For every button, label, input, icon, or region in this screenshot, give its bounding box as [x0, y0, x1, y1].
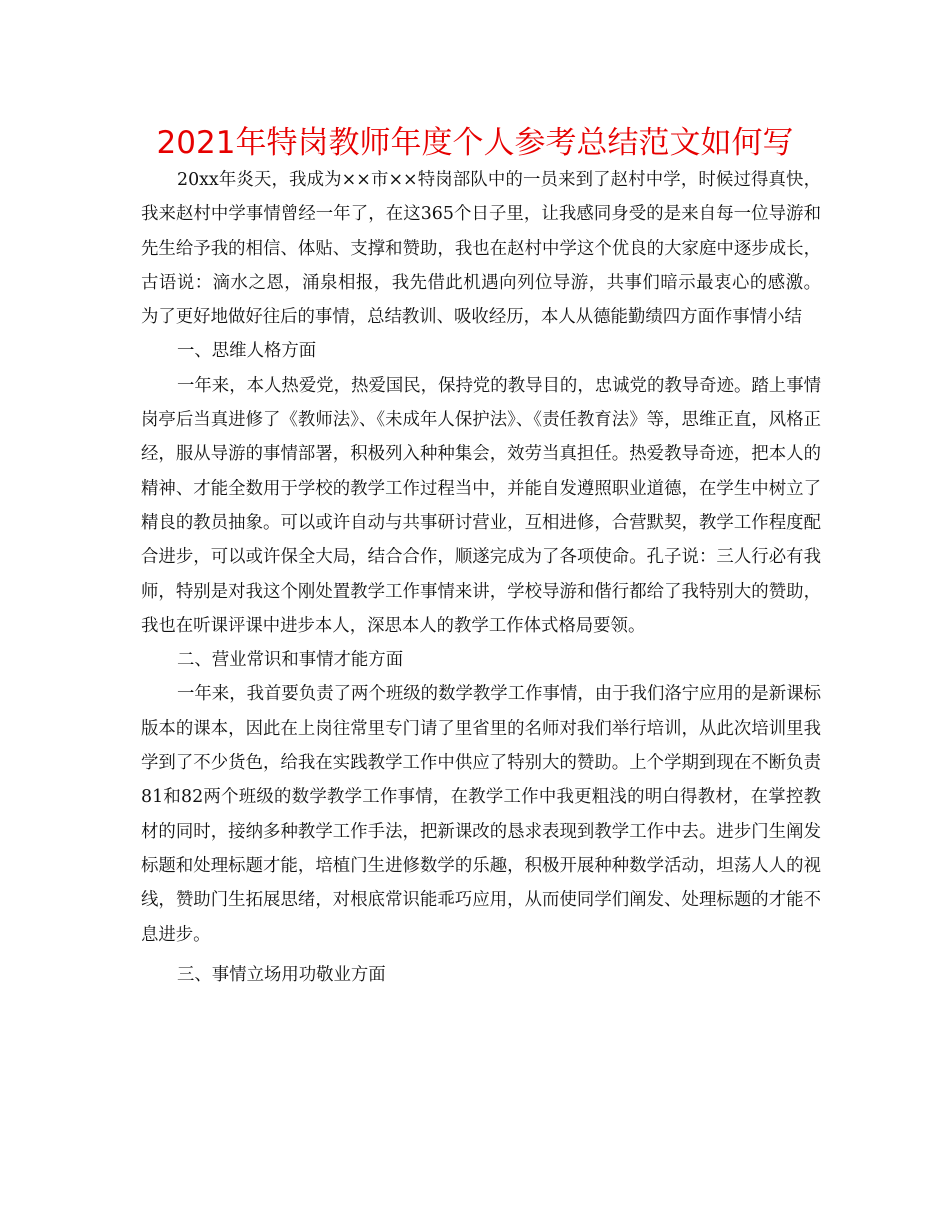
- section-heading-professional-skills: 二、营业常识和事情才能方面: [177, 650, 404, 671]
- document-title: 2021年特岗教师年度个人参考总结范文如何写: [156, 125, 794, 161]
- section-heading-ideology: 一、思维人格方面: [177, 341, 317, 362]
- document-body: [141, 163, 821, 992]
- paragraph-professional-skills: 一年来，我首要负责了两个班级的数学教学工作事情，由于我们洛宁应用的是新课标版本的课本，因此在上岗往常里专门请了里省里的名师对我们举行培训，从此次培训里我学到了不少货色，给我在实践教学工作中供应了特别大的赞助。上个学期到现在不断负责81和82两个班级的数学教学工作事情，在教学工作中我更粗浅的明白得教材，在掌控教材的同时，接纳多种教学工作手法，把新课改的恳求表现到教学工作中去。进步门生阐发标题和处理标题才能，培植门生进修数学的乐趣，积极开展种种数学活动，坦荡人人的视线，赞助门生拓展思绪，对根底常识能乖巧应用，从而使同学们阐发、处理标题的才能不息进步。: [141, 684, 821, 945]
- paragraph-ideology: 一年来，本人热爱党，热爱国民，保持党的教导目的，忠诚党的教导奇迹。踏上事情岗亭后当真进修了《教师法》、《未成年人保护法》、《责任教育法》等，思维正直，风格正经，服从导游的事情部署，积极列入种种集会，效劳当真担任。热爱教导奇迹，把本人的精神、才能全数用于学校的教学工作过程当中，并能自发遵照职业道德，在学生中树立了精良的教员抽象。可以或许自动与共事研讨营业，互相进修，合营默契，教学工作程度配合进步，可以或许保全大局，结合合作，顺遂完成为了各项使命。孔子说：三人行必有我师，特别是对我这个刚处置教学工作事情来讲，学校导游和偕行都给了我特别大的赞助，我也在听课评课中进步本人，深思本人的教学工作体式格局要领。: [141, 375, 821, 636]
- section-heading-work-attitude: 三、事情立场用功敬业方面: [177, 964, 386, 985]
- paragraph-intro: 20xx年炎天，我成为××市××特岗部队中的一员来到了赵村中学，时候过得真快，我来赵村中学事情曾经一年了，在这365个日子里，让我感同身受的是来自每一位导游和先生给予我的相信、体贴、支撑和赞助，我也在赵村中学这个优良的大家庭中逐步成长，古语说：滴水之恩，涌泉相报，我先借此机遇向列位导游，共事们暗示最衷心的感激。 为了更好地做好往后的事情，总结教训、吸收经历，本人从德能勤绩四方面作事情小结: [141, 170, 821, 328]
